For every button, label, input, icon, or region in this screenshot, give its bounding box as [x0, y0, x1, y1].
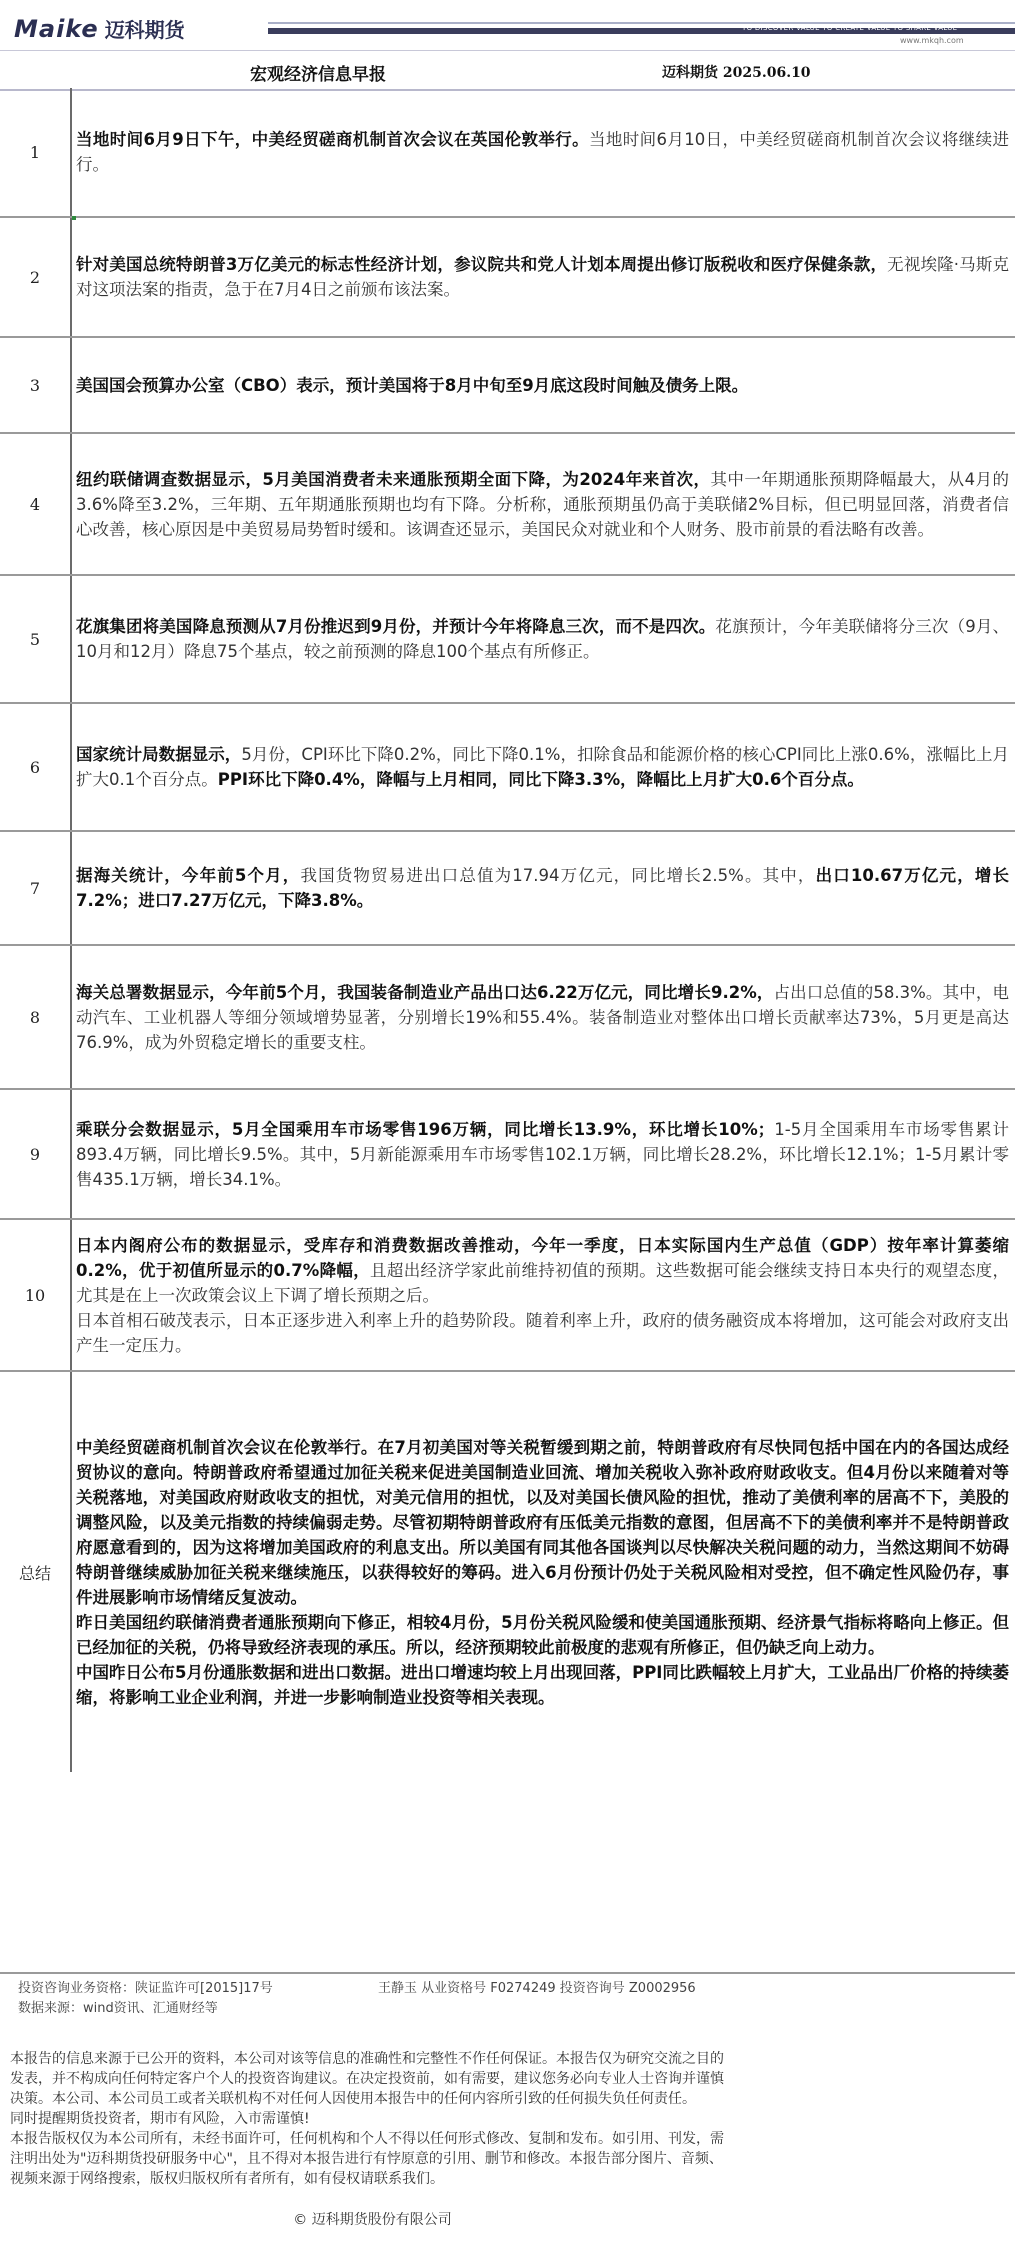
summary-paragraph: 中国昨日公布5月份通胀数据和进出口数据。进出口增速均较上月出现回落，PPI同比跌幅较上月扩大，工业品出厂价格的持续萎缩，将影响工业企业利润，并进一步影响制造业投资等相关表现。: [76, 1662, 1009, 1707]
summary-paragraph: 昨日美国纽约联储消费者通胀预期向下修正，相较4月份，5月份关税风险缓和使美国通胀预期、经济景气指标将略向上修正。但已经加征的关税，仍将导致经济表现的承压。所以，经济预期较此前极度的悲观有所修正，但仍缺乏向上动力。: [76, 1612, 1009, 1657]
row-content: [76, 832, 1009, 944]
body-text: 花旗预计，今年美联储将分三次（9月、10月和12月）降息75个基点，较之前预测的降息100个基点有所修正。: [76, 617, 1009, 661]
body-text: 占出口总值的58.3%。其中，电动汽车、工业机器人等细分领域增势显著，分别增长19%和55.4%。装备制造业对整体出口增长贡献率达73%，5月更是高达76.9%，成为外贸稳定增长的重要支柱。: [76, 982, 1010, 1052]
row-content: [76, 88, 1009, 216]
row-content: [76, 434, 1009, 574]
row-number: 10: [0, 1220, 72, 1370]
table-row: [0, 830, 1015, 944]
row-number: 5: [0, 576, 72, 702]
header-slogan: TO DISCOVER VALUE TO CREATE VALUE TO SHARE VALUE: [742, 24, 958, 32]
body-text: 5月份，CPI环比下降0.2%，同比下降0.1%，扣除食品和能源价格的核心CPI同比上涨0.6%，涨幅比上月扩大0.1个百分点。: [76, 745, 1009, 789]
body-text: 无视埃隆·马斯克对这项法案的指责，急于在7月4日之前颁布该法案。: [76, 255, 1009, 299]
row-number: 7: [0, 832, 72, 944]
table-row: [0, 336, 1015, 432]
footer-meta: [18, 1979, 1008, 2019]
row-content: [76, 704, 1009, 830]
row-number: 4: [0, 434, 72, 574]
body-text: 当地时间6月10日，中美经贸磋商机制首次会议将继续进行。: [76, 130, 1009, 174]
corner-marker: [72, 216, 76, 220]
bold-text: 出口10.67万亿元，增长7.2%；进口7.27万亿元，下降3.8%。: [76, 866, 1010, 910]
table-row: [0, 216, 1015, 336]
copyright-notice: 本报告版权仅为本公司所有，未经书面许可，任何机构和个人不得以任何形式修改、复制和发布。如引用、刊发，需注明出处为"迈科期货投研服务中心"，且不得对本报告进行有悖原意的引用、删节和修改。本报告部分图片、音频、视频来源于网络搜索，版权归版权所有者所有，如有侵权请联系我们。: [10, 2131, 724, 2187]
footer-divider: [0, 1972, 1015, 1974]
body-text: 日本首相石破茂表示，日本正逐步进入利率上升的趋势阶段。随着利率上升，政府的债务融资成本将增加，这可能会对政府支出产生一定压力。: [76, 1310, 1009, 1355]
title-row: [0, 50, 1015, 91]
bold-text: 国家统计局数据显示，: [76, 745, 242, 764]
table-row: [0, 574, 1015, 702]
company-date: 迈科期货 2025.06.10: [662, 65, 811, 81]
bold-text: 日本内阁府公布的数据显示，受库存和消费数据改善推动，今年一季度，日本实际国内生产总值（GDP）按年率计算萎缩0.2%，优于初值所显示的0.7%降幅，: [76, 1235, 1009, 1280]
bold-text: 纽约联储调查数据显示，5月美国消费者未来通胀预期全面下降，为2024年来首次，: [76, 469, 711, 489]
table-row: [0, 432, 1015, 574]
table-row: [0, 702, 1015, 830]
row-content: [76, 338, 1009, 432]
bold-text: 花旗集团将美国降息预测从7月份推迟到9月份，并预计今年将降息三次，而不是四次。: [76, 617, 716, 636]
row-content: [76, 1220, 1009, 1370]
table-row: [0, 944, 1015, 1088]
body-text: 其中一年期通胀预期降幅最大，从4月的3.6%降至3.2%，三年期、五年期通胀预期也均有下降。分析称，通胀预期虽仍高于美联储2%目标，但已明显回落，消费者信心改善，核心原因是中美贸易局势暂时缓和。该调查还显示，美国民众对就业和个人财务、股市前景的看法略有改善。: [76, 469, 1010, 539]
bold-text: 当地时间6月9日下午，中美经贸磋商机制首次会议在英国伦敦举行。: [76, 130, 590, 149]
bold-text: PPI环比下降0.4%，降幅与上月相同，同比下降3.3%，降幅比上月扩大0.6个百分点。: [217, 770, 864, 789]
row-number: 3: [0, 338, 72, 432]
row-number: 2: [0, 218, 72, 336]
data-source-text: 数据来源：wind资讯、汇通财经等: [18, 2001, 218, 2016]
qualification-text: 投资咨询业务资格：陕证监许可[2015]17号: [18, 1981, 273, 1996]
bold-text: 据海关统计，今年前5个月，: [76, 866, 301, 885]
row-number: 9: [0, 1090, 72, 1218]
disclaimer-paragraph: 本报告的信息来源于已公开的资料，本公司对该等信息的准确性和完整性不作任何保证。本报告仅为研究交流之目的发表，并不构成向任何特定客户个人的投资咨询建议。在决定投资前，如有需要，建议您务必向专业人士咨询并谨慎决策。本公司、本公司员工或者关联机构不对任何人因使用本报告中的任何内容所引致的任何损失负任何责任。: [10, 2051, 724, 2107]
row-number: 8: [0, 946, 72, 1088]
page-header: [0, 0, 1015, 50]
row-content: [76, 218, 1009, 336]
disclaimer: [10, 2049, 735, 2189]
row-content: [76, 1090, 1009, 1218]
bold-text: 海关总署数据显示，今年前5个月，我国装备制造业产品出口达6.22万亿元，同比增长9.2%，: [76, 982, 774, 1002]
summary-row: [0, 1370, 1015, 1772]
logo-brand-text: Maike: [14, 14, 99, 43]
logo-brand-cn-text: 迈科期货: [104, 18, 185, 42]
body-text: 且超出经济学家此前维持初值的预期。这些数据可能会继续支持日本央行的观望态度，尤其是在上一次政策会议上下调了增长预期之后。: [76, 1260, 1009, 1305]
copyright-line: © 迈科期货股份有限公司: [293, 2212, 452, 2228]
summary-paragraph: 中美经贸磋商机制首次会议在伦敦举行。在7月初美国对等关税暂缓到期之前，特朗普政府有尽快同包括中国在内的各国达成经贸协议的意向。特朗普政府希望通过加征关税来促进美国制造业回流、增加关税收入弥补政府财政收支。但4月份以来随着对等关税落地，对美国政府财政收支的担忧，对美元信用的担忧，以及对美国长债风险的担忧，推动了美债利率的居高不下，美股的调整风险，以及美元指数的持续偏弱走势。尽管初期特朗普政府有压低美元指数的意图，但居高不下的美债利率并不是特朗普政府愿意看到的，因为这将增加美国政府的利息支出。所以美国有同其他各国谈判以尽快解决关税问题的动力，当然这期间不妨碍特朗普继续威胁加征关税来继续施压，以获得较好的筹码。进入6月份预计仍处于关税风险相对受控，但不确定性风险仍存，事件进展影响市场情绪反复波动。: [76, 1437, 1009, 1607]
header-website: www.mkqh.com: [900, 36, 964, 45]
company-logo: [14, 14, 185, 43]
table-row: [0, 1218, 1015, 1370]
bold-text: 美国国会预算办公室（CBO）表示，预计美国将于8月中旬至9月底这段时间触及债务上限。: [76, 375, 749, 395]
body-text: 1-5月全国乘用车市场零售累计893.4万辆，同比增长9.5%。其中，5月新能源乘用车市场零售102.1万辆，同比增长28.2%，环比增长12.1%；1-5月累计零售435.1万辆，增长34.1%。: [76, 1119, 1009, 1189]
row-number: 1: [0, 88, 72, 216]
analyst-text: 王静玉 从业资格号 F0274249 投资咨询号 Z0002956: [378, 1981, 696, 1996]
page-title: 宏观经济信息早报: [250, 65, 386, 85]
table-row: [0, 1088, 1015, 1218]
row-content: [76, 946, 1009, 1088]
row-content: [76, 576, 1009, 702]
summary-label: 总结: [0, 1372, 72, 1772]
summary-content: [76, 1372, 1009, 1772]
row-number: 6: [0, 704, 72, 830]
body-text: 我国货物贸易进出口总值为17.94万亿元，同比增长2.5%。其中，: [300, 866, 816, 885]
bold-text: 针对美国总统特朗普3万亿美元的标志性经济计划，参议院共和党人计划本周提出修订版税收和医疗保健条款，: [76, 255, 888, 274]
table-row: [0, 88, 1015, 216]
risk-warning: 同时提醒期货投资者，期市有风险，入市需谨慎!: [10, 2111, 310, 2127]
bold-text: 乘联分会数据显示，5月全国乘用车市场零售196万辆，同比增长13.9%，环比增长10%；: [76, 1119, 775, 1139]
